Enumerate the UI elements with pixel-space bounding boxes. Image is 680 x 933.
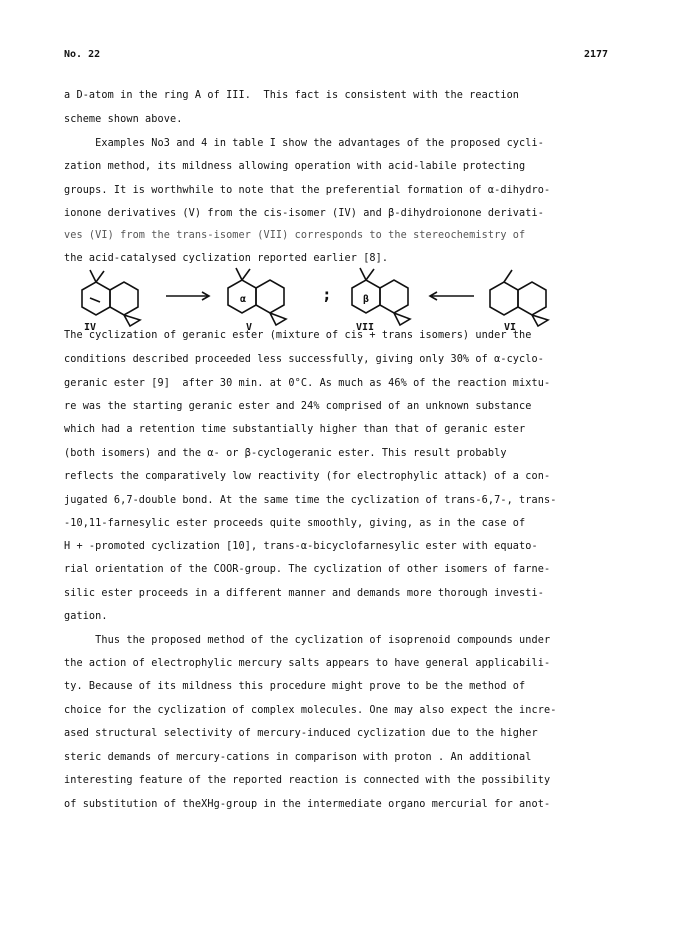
text-line: H + -promoted cyclization [10], trans-α-bicyclofarnesylic ester with equato-: [64, 541, 538, 552]
molecule-vi-structure: [490, 270, 548, 326]
molecule-iv-structure: [82, 270, 140, 326]
compound-label-v: V: [246, 322, 253, 333]
text-line: groups. It is worthwhile to note that the preferential formation of α-dihydro-: [64, 185, 551, 196]
compound-label-iv: IV: [84, 322, 97, 333]
text-line: Examples No3 and 4 in table I show the advantages of the proposed cycli-: [64, 138, 544, 149]
text-line: silic ester proceeds in a different manner and demands more thorough investi-: [64, 588, 544, 599]
page-header-left: No. 22: [64, 49, 101, 60]
text-line: which had a retention time substantially higher than that of geranic ester: [64, 424, 526, 435]
compound-label-vi: VI: [504, 322, 517, 333]
text-line: The cyclization of geranic ester (mixture of cis + trans isomers) under the: [64, 330, 532, 341]
page-number: 2177: [584, 49, 609, 60]
text-line: the acid-catalysed cyclization reported earlier [8].: [64, 253, 389, 264]
text-line: reflects the comparatively low reactivity (for electrophylic attack) of a con-: [64, 471, 551, 482]
text-line: choice for the cyclization of complex molecules. One may also expect the incre-: [64, 705, 557, 716]
text-line: the action of electrophylic mercury salts appears to have general applicabili-: [64, 658, 551, 669]
text-line: zation method, its mildness allowing operation with acid-labile protecting: [64, 161, 526, 172]
scheme-separator: ;: [322, 285, 332, 304]
text-line: ased structural selectivity of mercury-induced cyclization due to the higher: [64, 728, 538, 739]
text-line: ionone derivatives (V) from the cis-isomer (IV) and β-dihydroionone derivati-: [64, 208, 544, 219]
text-line: geranic ester [9] after 30 min. at 0°C. As much as 46% of the reaction mixtu-: [64, 378, 551, 389]
text-line: (both isomers) and the α- or β-cyclogeranic ester. This result probably: [64, 448, 507, 459]
text-line: of substitution of theXHg-group in the intermediate organo mercurial for anot-: [64, 799, 551, 810]
text-line: re was the starting geranic ester and 24% comprised of an unknown substance: [64, 401, 532, 412]
text-line: interesting feature of the reported reaction is connected with the possibility: [64, 775, 551, 786]
reaction-scheme-figure: [60, 262, 620, 334]
text-line: scheme shown above.: [64, 114, 183, 125]
molecule-vii-structure: [352, 268, 410, 325]
text-line: Thus the proposed method of the cyclization of isoprenoid compounds under: [64, 635, 551, 646]
text-line: ty. Because of its mildness this procedure might prove to be the method of: [64, 681, 526, 692]
text-line: steric demands of mercury-cations in comparison with proton . An additional: [64, 752, 532, 763]
text-line: conditions described proceeded less successfully, giving only 30% of α-cyclo-: [64, 354, 544, 365]
ring-marker-beta: β: [363, 294, 370, 305]
compound-label-vii: VII: [356, 322, 375, 333]
text-line: -10,11-farnesylic ester proceeds quite smoothly, giving, as in the case of: [64, 518, 526, 529]
ring-marker-alpha: α: [240, 294, 247, 305]
text-line: gation.: [64, 611, 108, 622]
text-line: rial orientation of the COOR-group. The cyclization of other isomers of farne-: [64, 564, 551, 575]
text-line: jugated 6,7-double bond. At the same time the cyclization of trans-6,7-, trans-: [64, 495, 557, 506]
text-line-struck: ves (VI) from the trans-isomer (VII) corresponds to the stereochemistry of: [64, 230, 526, 241]
text-line: a D-atom in the ring A of III. This fact is consistent with the reaction: [64, 90, 520, 101]
molecule-v-structure: [228, 268, 286, 325]
